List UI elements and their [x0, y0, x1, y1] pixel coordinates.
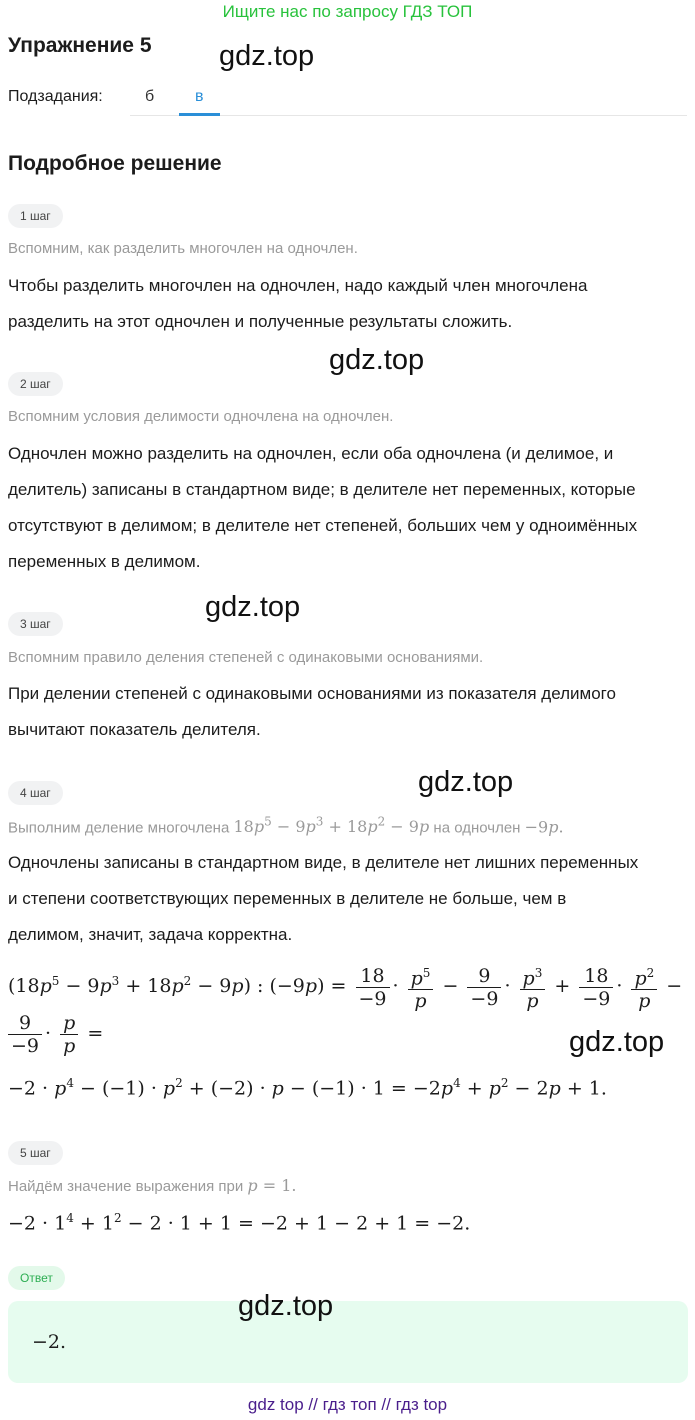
watermark: gdz.top — [329, 344, 425, 376]
active-tab-indicator — [179, 113, 220, 116]
text-line: отсутствуют в делимом; в делителе нет степеней, больших чем у одноимённых — [8, 516, 638, 535]
step-hint — [8, 1176, 297, 1195]
text-line: переменных в делимом. — [8, 552, 201, 571]
step-badge: 3 шаг — [8, 612, 63, 636]
tab-v[interactable]: в — [195, 88, 204, 105]
step-hint: Вспомним правило деления степеней с одинаковыми основаниями. — [8, 649, 484, 666]
step-hint: Вспомним условия делимости одночлена на одночлен. — [8, 408, 394, 425]
hint-formula: $18p^5 - 9p^3 + 18p^2 - 9p$ — [233, 815, 430, 837]
step-text — [8, 845, 688, 953]
hint-text: Выполним деление многочлена — [8, 819, 230, 837]
section-title: Подробное решение — [8, 152, 222, 175]
step-text — [8, 268, 688, 340]
watermark: gdz.top — [238, 1290, 334, 1322]
answer-badge: Ответ — [8, 1266, 65, 1290]
step-badge: 1 шаг — [8, 204, 63, 228]
step-hint: Вспомним, как разделить многочлен на одночлен. — [8, 240, 358, 257]
watermark: gdz.top — [205, 591, 301, 623]
watermark: gdz.top — [569, 1026, 665, 1058]
watermark: gdz.top — [418, 766, 514, 798]
text-line: вычитают показатель делителя. — [8, 720, 261, 739]
text-line: разделить на этот одночлен и полученные результаты сложить. — [8, 312, 513, 331]
tab-b[interactable]: б — [145, 88, 155, 105]
answer-value: −2. — [32, 1331, 67, 1353]
text-line: Одночлены записаны в стандартном виде, в делителе нет лишних переменных — [8, 853, 639, 872]
text-line: При делении степеней с одинаковыми основаниями из показателя делимого — [8, 684, 616, 703]
text-line: Чтобы разделить многочлен на одночлен, надо каждый член многочлена — [8, 276, 588, 295]
text-line: и степени соответствующих переменных в делителе не больше, чем в — [8, 889, 567, 908]
footer-links[interactable]: gdz top // гдз топ // гдз top — [247, 1395, 448, 1414]
step-hint — [8, 815, 564, 836]
hint-text: на одночлен — [433, 819, 521, 837]
watermark: gdz.top — [219, 40, 315, 72]
step-badge: 5 шаг — [8, 1141, 63, 1165]
step-text — [8, 676, 688, 748]
formula-line: $\frac{9}{-9}$ · $\frac{p}{p}$ = — [8, 1012, 103, 1057]
step-badge: 2 шаг — [8, 372, 63, 396]
subtasks-label: Подзадания: — [8, 88, 103, 105]
text-line: делитель) записаны в стандартном виде; в делителе нет переменных, которые — [8, 480, 636, 499]
formula-line: $(18p^5 - 9p^3 + 18p^2 - 9p)$ : (−9p) = $\frac{18}{-9}$ · $\frac{p^5}{p}$ − $\frac{9}{-9}$ · $\frac{p^3}{p}$ + $\frac{18}{-9}$ · $\frac{p^2}{p}$ − — [8, 962, 682, 1012]
hint-text: Найдём значение выражения при — [8, 1178, 244, 1195]
exercise-title: Упражнение 5 — [8, 34, 152, 57]
step-text — [8, 436, 688, 580]
hint-formula: −9p. — [524, 817, 564, 837]
formula-line: $-2 \cdot 1^4 + 1^2 - 2 \cdot 1 + 1 = -2 + 1 - 2 + 1 = -2$. — [8, 1211, 471, 1235]
hint-formula: p = 1. — [247, 1176, 297, 1195]
text-line: Одночлен можно разделить на одночлен, если оба одночлена (и делимое, и — [8, 444, 614, 463]
promo-banner[interactable]: Ищите нас по запросу ГДЗ ТОП — [222, 2, 473, 21]
formula-line: $-2 \cdot p^4 - (-1) \cdot p^2 + (-2) \cdot p - (-1) \cdot 1 = -2p^4 + p^2 - 2p + 1$. — [8, 1076, 607, 1100]
answer-box — [8, 1301, 688, 1383]
step-badge: 4 шаг — [8, 781, 63, 805]
text-line: делимом, значит, задача корректна. — [8, 925, 293, 944]
